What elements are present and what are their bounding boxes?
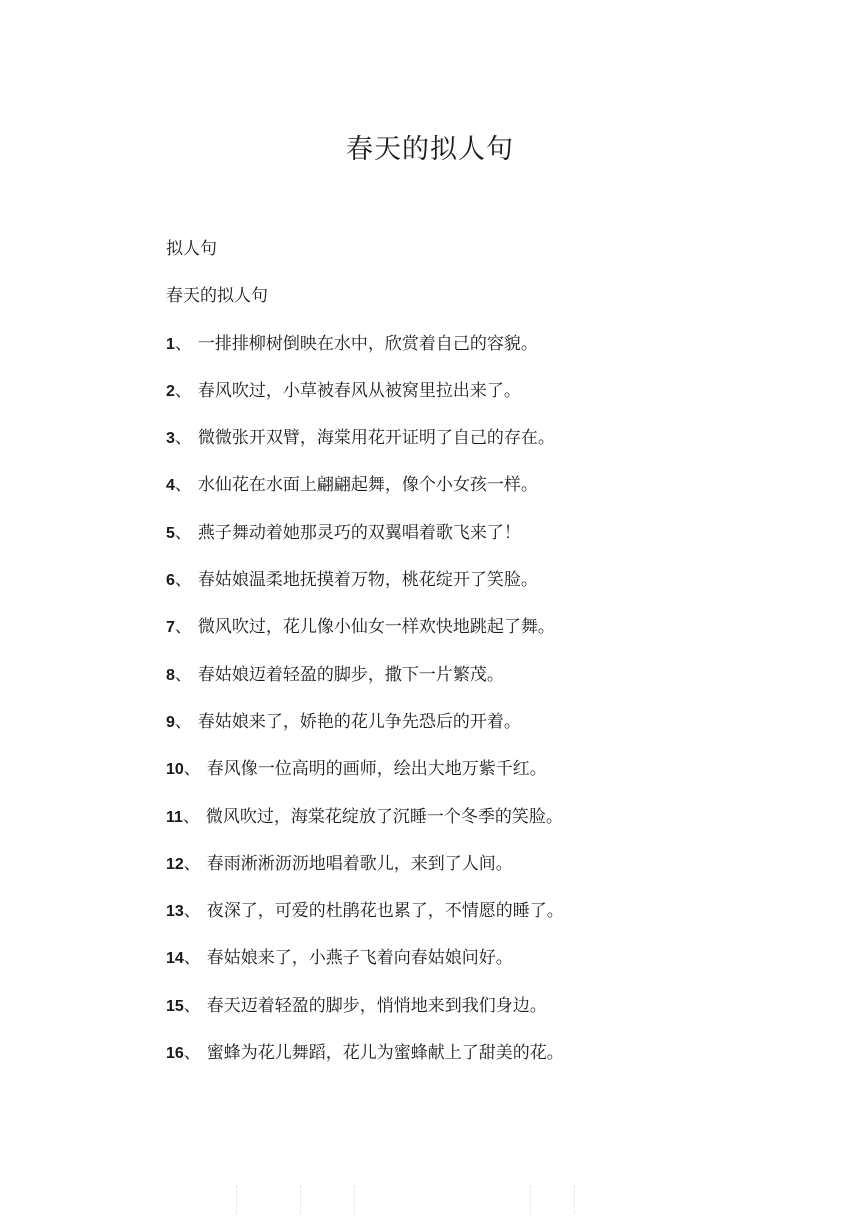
item-number: 11 <box>166 808 183 826</box>
item-number: 6 <box>166 572 175 590</box>
item-text: 春姑娘来了，娇艳的花儿争先恐后的开着。 <box>197 711 521 732</box>
scan-artifact <box>574 1186 576 1214</box>
list-item <box>166 942 786 975</box>
item-text: 春姑娘来了，小燕子飞着向春姑娘问好。 <box>206 948 513 969</box>
item-separator: 、 <box>174 664 192 685</box>
list-item <box>166 753 786 786</box>
item-text: 春雨淅淅沥沥地唱着歌儿，来到了人间。 <box>206 853 513 874</box>
list-item <box>166 659 786 692</box>
item-number: 10 <box>166 761 184 779</box>
list-item <box>166 517 786 550</box>
item-separator: 、 <box>174 711 192 732</box>
item-separator: 、 <box>183 948 201 969</box>
item-separator: 、 <box>174 522 192 543</box>
item-separator: 、 <box>174 428 192 449</box>
item-number: 1 <box>166 335 175 353</box>
item-text: 夜深了，可爱的杜鹃花也累了，不情愿的睡了。 <box>206 901 564 922</box>
list-item <box>166 990 786 1023</box>
item-text: 春风像一位高明的画师，绘出大地万紫千红。 <box>206 759 547 780</box>
item-text: 微微张开双臂，海棠用花开证明了自己的存在。 <box>197 428 555 449</box>
scan-artifact <box>236 1186 238 1214</box>
scan-artifact <box>530 1186 532 1214</box>
list-item <box>166 422 786 455</box>
list-item <box>166 469 786 502</box>
item-separator: 、 <box>174 380 192 401</box>
page-title: 春天的拟人句 <box>346 134 514 165</box>
item-separator: 、 <box>174 617 192 638</box>
item-number: 8 <box>166 666 175 684</box>
item-number: 4 <box>166 477 175 495</box>
item-text: 一排排柳树倒映在水中，欣赏着自己的容貌。 <box>197 333 538 354</box>
item-number: 14 <box>166 950 184 968</box>
item-number: 7 <box>166 619 175 637</box>
item-text: 蜜蜂为花儿舞蹈，花儿为蜜蜂献上了甜美的花。 <box>206 1043 564 1064</box>
item-number: 3 <box>166 430 175 448</box>
list-item <box>166 706 786 739</box>
item-text: 燕子舞动着她那灵巧的双翼唱着歌飞来了！ <box>197 522 521 543</box>
item-text: 春姑娘温柔地抚摸着万物，桃花绽开了笑脸。 <box>197 570 538 591</box>
item-number: 2 <box>166 382 175 400</box>
item-separator: 、 <box>174 570 192 591</box>
item-separator: 、 <box>183 853 201 874</box>
item-text: 春风吹过，小草被春风从被窝里拉出来了。 <box>197 380 521 401</box>
item-number: 5 <box>166 524 175 542</box>
item-text: 微风吹过，花儿像小仙女一样欢快地跳起了舞。 <box>197 617 555 638</box>
list-item <box>166 1037 786 1070</box>
list-item <box>166 611 786 644</box>
list-item <box>166 375 786 408</box>
item-separator: 、 <box>174 475 192 496</box>
item-text: 微风吹过，海棠花绽放了沉睡一个冬季的笑脸。 <box>205 806 563 827</box>
subheading: 拟人句 <box>166 239 217 259</box>
item-number: 15 <box>166 997 184 1015</box>
item-number: 13 <box>166 903 184 921</box>
item-separator: 、 <box>183 901 201 922</box>
scan-artifact <box>300 1186 302 1214</box>
item-text: 春天迈着轻盈的脚步，悄悄地来到我们身边。 <box>206 995 547 1016</box>
item-number: 12 <box>166 855 184 873</box>
list-item <box>166 801 786 834</box>
scan-artifact <box>354 1186 356 1214</box>
item-number: 16 <box>166 1045 184 1063</box>
list-item <box>166 328 786 361</box>
item-text: 春姑娘迈着轻盈的脚步，撒下一片繁茂。 <box>197 664 504 685</box>
item-separator: 、 <box>174 333 192 354</box>
item-number: 9 <box>166 713 175 731</box>
document-body <box>166 233 786 1084</box>
list-item <box>166 848 786 881</box>
item-separator: 、 <box>182 806 200 827</box>
item-separator: 、 <box>183 1043 201 1064</box>
list-item <box>166 564 786 597</box>
item-text: 水仙花在水面上翩翩起舞，像个小女孩一样。 <box>197 475 538 496</box>
list-item <box>166 895 786 928</box>
item-separator: 、 <box>183 759 201 780</box>
subheading: 春天的拟人句 <box>166 286 268 307</box>
item-separator: 、 <box>183 995 201 1016</box>
